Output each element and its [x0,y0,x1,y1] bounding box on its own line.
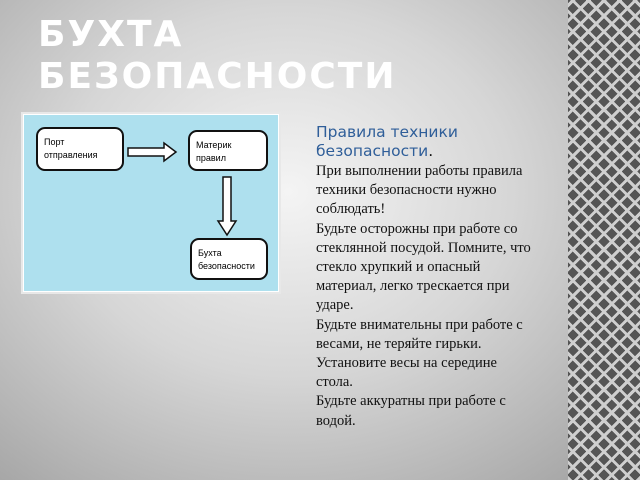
node-departure-port-line-2: отправления [44,150,98,160]
node-rules-continent-line-1: Материк [196,140,232,150]
slide-title [38,14,396,98]
node-rules-continent [188,130,268,171]
node-safety-bay-line-1: Бухта [198,248,222,258]
flow-diagram [23,114,279,292]
rule-paragraph: Будьте аккуратны при работе с водой. [316,393,506,429]
slide-title-line-2: БЕЗОПАСНОСТИ [38,56,397,97]
slide-title-line-1: БУХТА [38,14,184,55]
decorative-pattern-strip [568,0,640,480]
rules-heading-text: Правила техники безопасности [316,123,458,160]
right-arrow-icon [128,143,176,161]
rules-text-block [316,123,536,431]
node-rules-continent-line-2: правил [196,153,226,163]
rule-paragraph: Будьте осторожны при работе со стеклянной посудой. Помните, что стекло хрупкий и опасный материал, легко трескается при ударе. [316,220,531,314]
node-safety-bay [190,238,268,280]
down-arrow-icon [218,177,236,235]
rules-heading-dot: . [428,142,434,160]
rule-paragraph: При выполнении работы правила техники безопасности нужно соблюдать! [316,163,523,218]
rules-heading [316,123,536,161]
node-departure-port-line-1: Порт [44,137,65,147]
rule-paragraph: Будьте внимательны при работе с весами, не теряйте гирьки. Установите весы на середине стола. [316,316,523,391]
node-safety-bay-line-2: безопасности [198,261,255,271]
node-departure-port [36,127,124,171]
